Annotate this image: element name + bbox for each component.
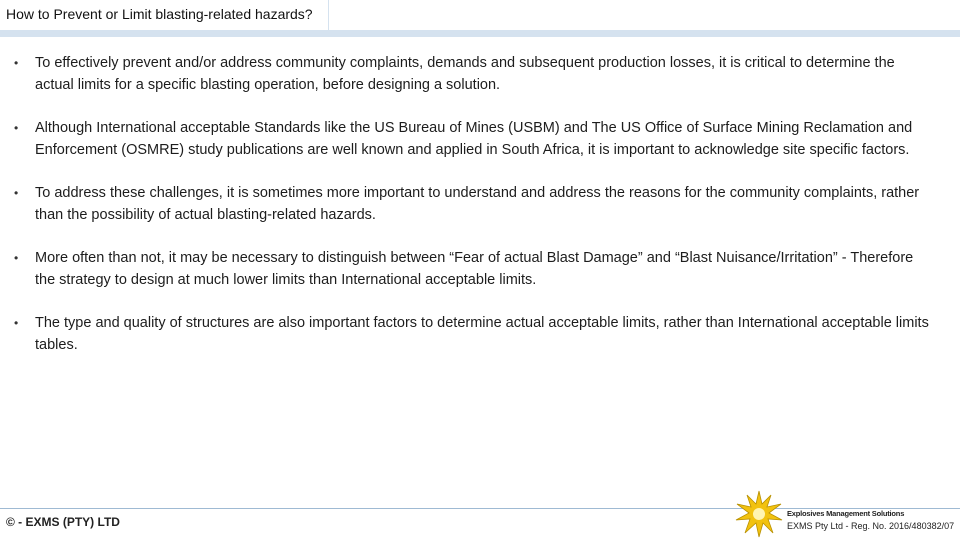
bullet-item [14,182,934,226]
bullet-item [14,247,934,291]
title-divider [0,30,960,37]
bullet-text: Although International acceptable Standards like the US Bureau of Mines (USBM) and The US Office of Surface Mining Reclamation and Enforcement (OSMRE) study publications are well known and applied in South Africa, it is important to acknowledge site specific factors. [35,120,913,158]
bullet-text: More often than not, it may be necessary to distinguish between “Fear of actual Blast Damage” and “Blast Nuisance/Irritation” - Therefore the strategy to design at much lower limits than International acceptable limits. [35,250,914,288]
bullet-marker: • [14,56,19,70]
registration-number: EXMS Pty Ltd - Reg. No. 2016/480382/07 [787,521,955,531]
explosion-burst-icon [735,490,783,538]
bullet-list [14,52,934,377]
bullet-text: The type and quality of structures are also important factors to determine actual acceptable limits, rather than International acceptable limits tables. [35,315,929,353]
bullet-text: To address these challenges, it is sometimes more important to understand and address the reasons for the community complaints, rather than the possibility of actual blasting-related hazards. [35,185,920,223]
bullet-item [14,117,934,161]
bullet-marker: • [14,251,19,265]
bullet-marker: • [14,121,19,135]
page-title: How to Prevent or Limit blasting-related hazards? [6,6,313,22]
bullet-text: To effectively prevent and/or address community complaints, demands and subsequent production losses, it is critical to determine the actual limits for a specific blasting operation, before designing a solution. [35,55,895,93]
bullet-marker: • [14,186,19,200]
copyright-text: © - EXMS (PTY) LTD [6,515,120,529]
bullet-item [14,52,934,96]
company-name: Explosives Management Solutions [787,509,905,518]
bullet-item [14,312,934,356]
bullet-marker: • [14,316,19,330]
